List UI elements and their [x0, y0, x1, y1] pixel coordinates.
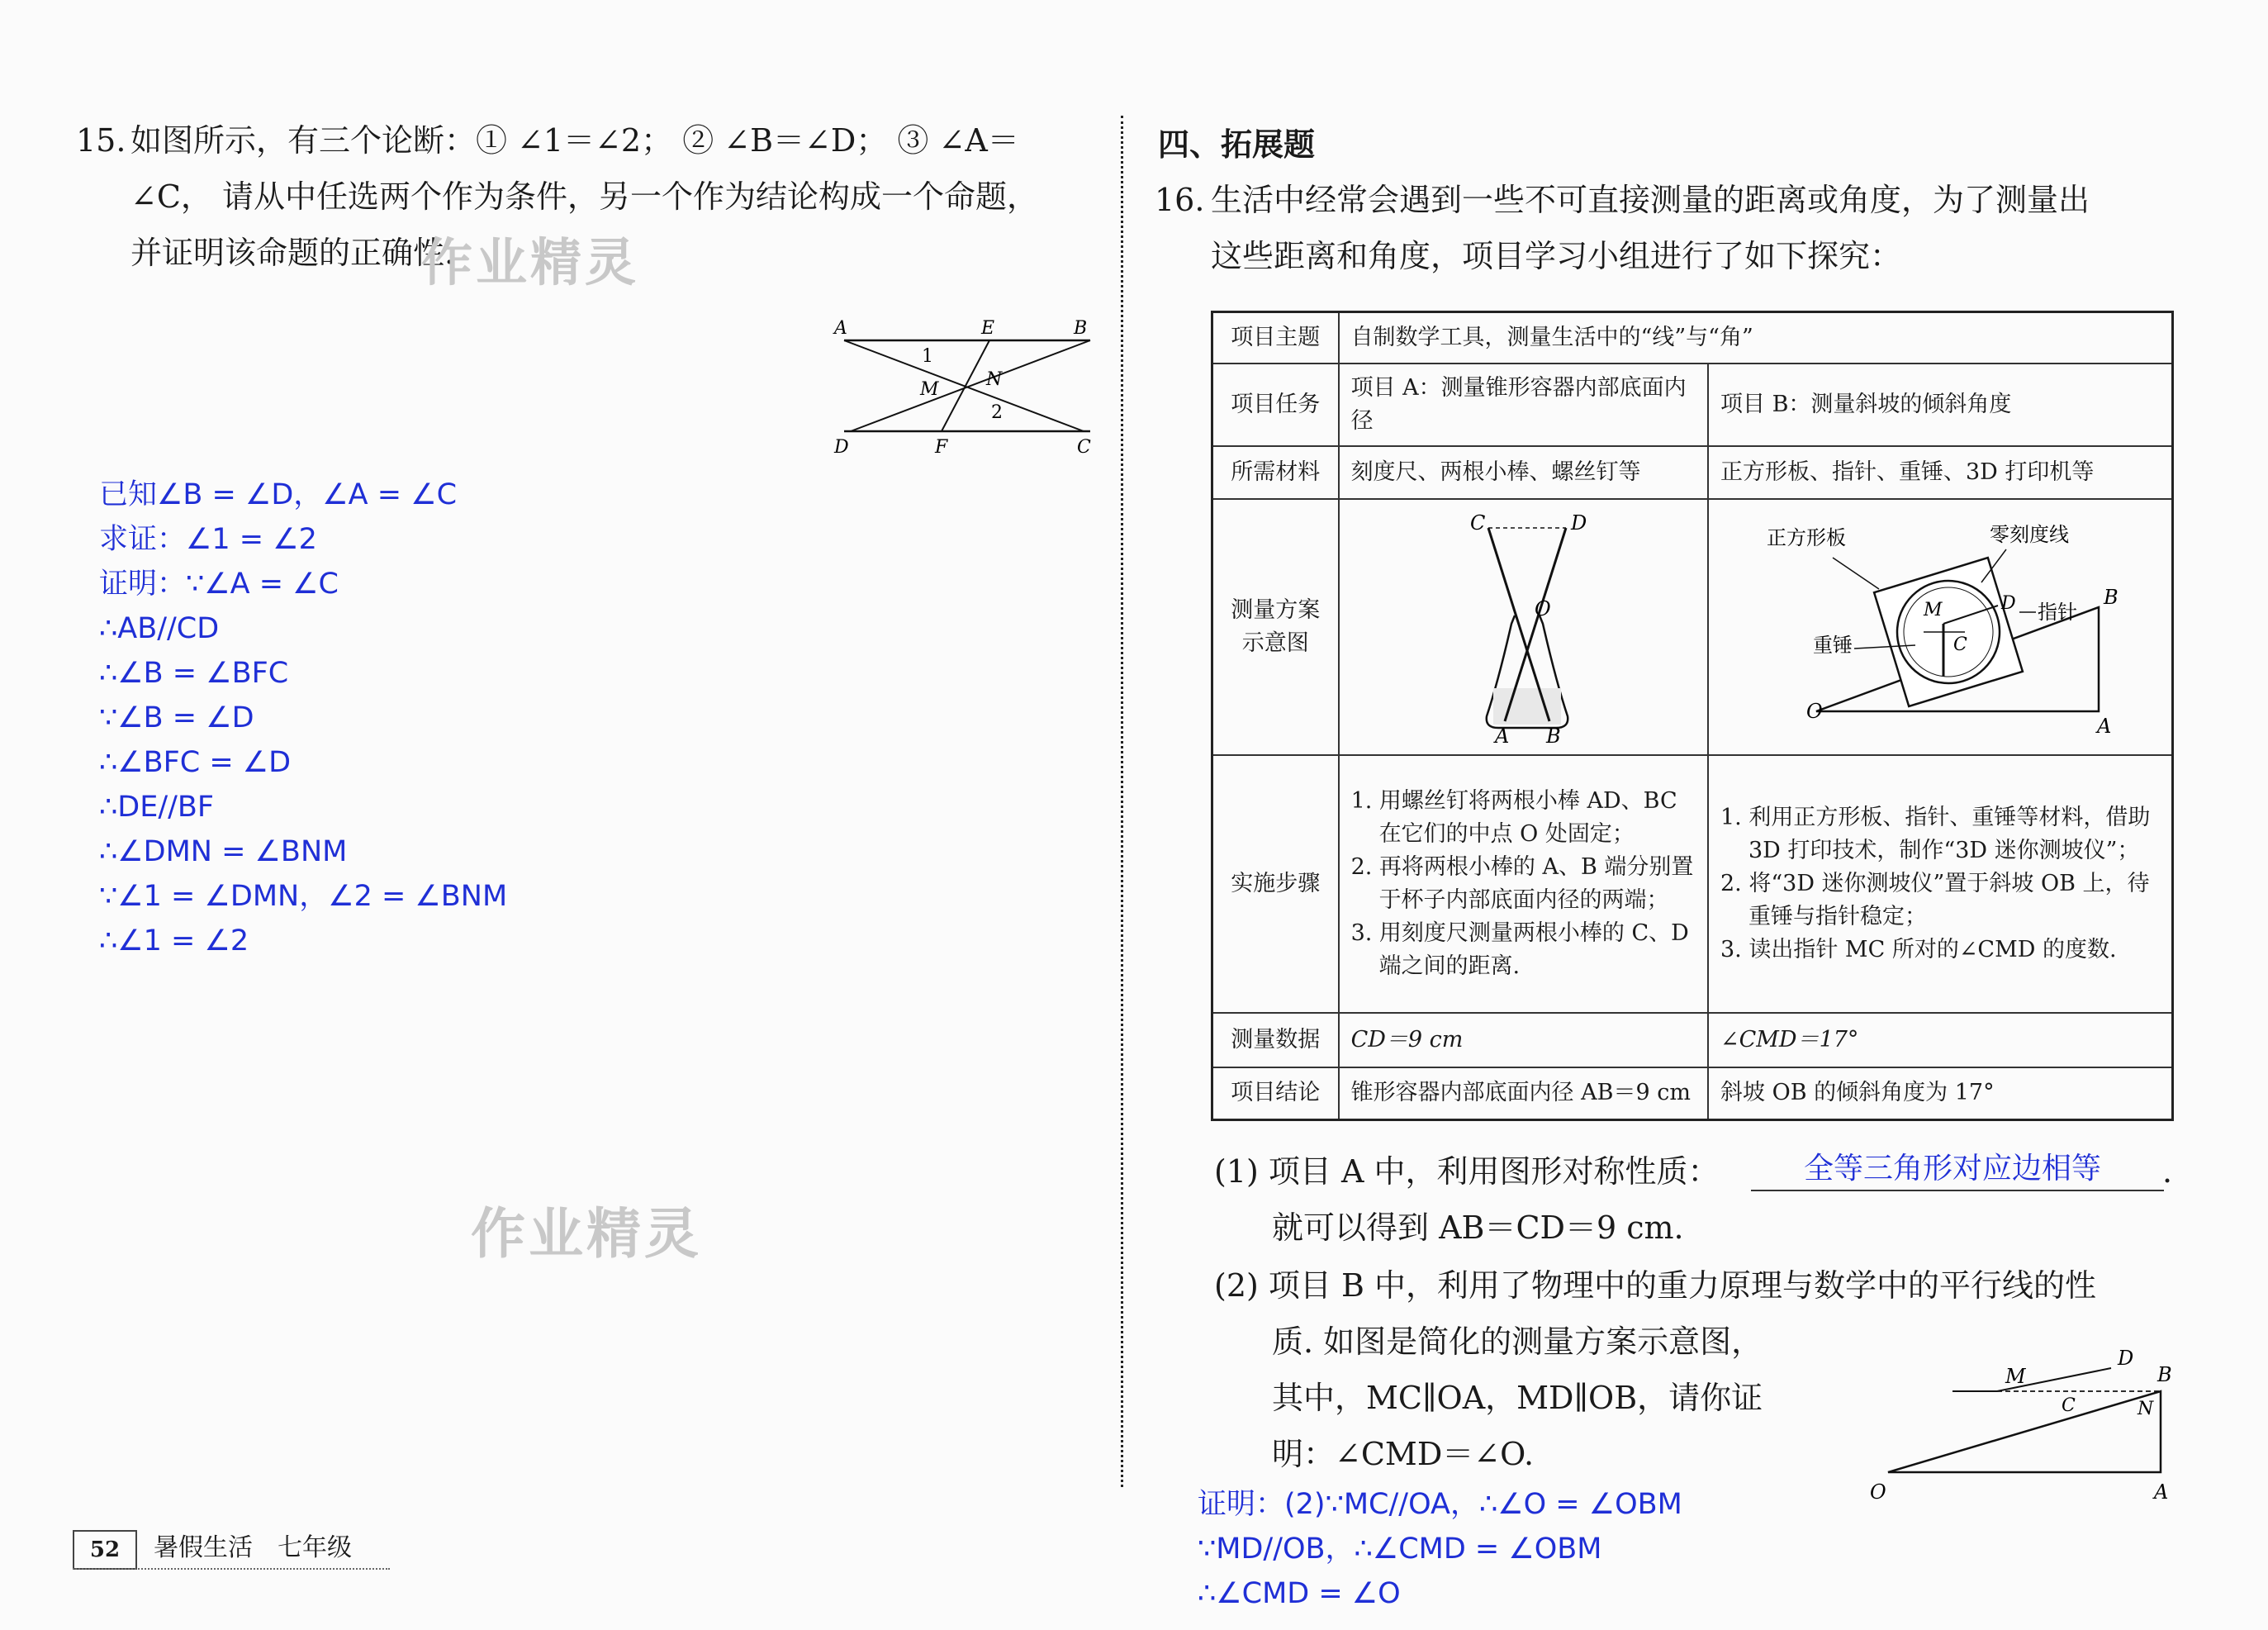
q15-parallel-figure: [826, 306, 1107, 463]
answer-line: ∴DE//BF: [99, 791, 215, 824]
sub1-answer: 全等三角形对应边相等: [1804, 1152, 2102, 1186]
page-number: 52: [73, 1530, 137, 1570]
label-B: B: [1074, 318, 1088, 339]
cell-diagram-a: [1339, 499, 1708, 755]
cell-head: 测量数据: [1212, 1013, 1339, 1067]
cell-task-b: 项目 B：测量斜坡的倾斜角度: [1708, 364, 2173, 446]
step-item: 3. 用刻度尺测量两根小棒的 C、D 端之间的距离.: [1350, 920, 1689, 979]
sub1-line2: 就可以得到 AB＝CD＝9 cm.: [1272, 1209, 1684, 1246]
cell-head: 项目任务: [1212, 364, 1339, 446]
watermark: 作业精灵: [471, 1202, 702, 1266]
answer-line: ∴∠CMD = ∠O: [1198, 1577, 1401, 1610]
project-table: [1211, 311, 2174, 1121]
sub2-line2: 质. 如图是简化的测量方案示意图，: [1272, 1323, 1763, 1360]
question-15-line3: 并证明该命题的正确性.: [130, 235, 455, 271]
footer-divider: [73, 1568, 390, 1570]
cell-head: 项目主题: [1212, 312, 1339, 364]
label-N: N: [986, 369, 1003, 390]
cell-head: 测量方案示意图: [1212, 499, 1339, 755]
cell-head: 所需材料: [1212, 446, 1339, 499]
label-O: O: [1870, 1480, 1886, 1504]
label-C: C: [1077, 437, 1091, 458]
table-row-steps: [1212, 755, 2173, 1013]
table-row-conclusion: [1212, 1067, 2173, 1120]
label-board: 正方形板: [1767, 525, 1846, 549]
table-row-theme: [1212, 312, 2173, 364]
cell-theme: 自制数学工具，测量生活中的“线”与“角”: [1339, 312, 2173, 364]
label-D: D: [2001, 592, 2016, 614]
label-B: B: [1546, 724, 1561, 744]
label-C: C: [1953, 634, 1967, 655]
label-F: F: [935, 437, 948, 458]
answer-line: 证明：(2)∵MC//OA，∴∠O = ∠OBM: [1198, 1488, 1682, 1521]
label-angle-2: 2: [991, 402, 1003, 423]
table-row-task: [1212, 364, 2173, 446]
label-A: A: [2154, 1480, 2169, 1504]
label-M: M: [1924, 599, 1943, 620]
answer-15: [99, 473, 507, 963]
label-D: D: [834, 437, 849, 458]
table-row-diagram: [1212, 499, 2173, 755]
table-row-data: [1212, 1013, 2173, 1067]
answer-line: 求证：∠1 = ∠2: [99, 523, 317, 556]
sub1-prefix: (1) 项目 A 中，利用图形对称性质：: [1214, 1153, 1720, 1190]
book-title: 暑假生活 七年级: [154, 1533, 352, 1562]
cell-task-a: 项目 A：测量锥形容器内部底面内径: [1339, 364, 1708, 446]
label-A: A: [1495, 724, 1510, 744]
label-O: O: [1806, 699, 1823, 723]
cell-steps-b: [1708, 755, 2173, 1013]
label-N: N: [2138, 1399, 2154, 1419]
label-zero-line: 零刻度线: [1990, 522, 2069, 546]
step-item: 3. 读出指针 MC 所对的∠CMD 的度数.: [1720, 936, 2117, 962]
label-weight: 重锤: [1813, 633, 1853, 657]
step-item: 1. 用螺丝钉将两根小棒 AD、BC 在它们的中点 O 处固定；: [1350, 787, 1677, 847]
cell-material-b: 正方形板、指针、重锤、3D 打印机等: [1708, 446, 2173, 499]
answer-line: ∴∠DMN = ∠BNM: [99, 835, 348, 868]
table-row-material: [1212, 446, 2173, 499]
cell-conclusion-b: 斜坡 OB 的倾斜角度为 17°: [1708, 1067, 2173, 1120]
simplified-slope-figure: [1863, 1338, 2185, 1512]
label-D: D: [1571, 511, 1587, 535]
cone-container-diagram: [1358, 500, 1688, 744]
question-15-line1: 如图所示，有三个论断：① ∠1＝∠2； ② ∠B＝∠D； ③ ∠A＝: [130, 122, 1019, 159]
label-pointer: 指针: [2038, 600, 2077, 624]
column-divider: [1121, 116, 1123, 1487]
label-angle-1: 1: [922, 346, 933, 367]
answer-line: ∵MD//OB，∴∠CMD = ∠OBM: [1198, 1533, 1602, 1566]
label-M: M: [920, 379, 939, 400]
sub2-line4: 明：∠CMD＝∠O.: [1272, 1436, 1535, 1472]
label-D: D: [2118, 1347, 2134, 1370]
question-15-number: 15.: [76, 122, 126, 159]
label-B: B: [2104, 585, 2119, 609]
label-C: C: [2062, 1395, 2076, 1416]
step-item: 2. 再将两根小棒的 A、B 端分别置于杯子内部底面内径的两端；: [1350, 853, 1694, 913]
question-16-line2: 这些距离和角度，项目学习小组进行了如下探究：: [1211, 238, 1902, 274]
watermark: 作业精灵: [421, 232, 640, 292]
cell-head: 实施步骤: [1212, 755, 1339, 1013]
cell-steps-a: [1339, 755, 1708, 1013]
label-O: O: [1535, 596, 1551, 620]
label-A: A: [2097, 714, 2112, 738]
answer-line: 证明：∵∠A = ∠C: [99, 568, 339, 601]
step-item: 2. 将“3D 迷你测坡仪”置于斜坡 OB 上，待重锤与指针稳定；: [1720, 870, 2150, 929]
cell-data-a: CD＝9 cm: [1339, 1013, 1708, 1067]
label-B: B: [2157, 1363, 2172, 1386]
cell-data-b: ∠CMD＝17°: [1708, 1013, 2173, 1067]
label-C: C: [1470, 511, 1486, 535]
answer-line: ∴∠BFC = ∠D: [99, 746, 292, 779]
label-M: M: [2005, 1365, 2026, 1388]
cell-head: 项目结论: [1212, 1067, 1339, 1120]
answer-line: ∴∠1 = ∠2: [99, 924, 249, 958]
step-item: 1. 利用正方形板、指针、重锤等材料，借助 3D 打印技术，制作“3D 迷你测坡仪”；: [1720, 804, 2151, 863]
question-16-line1: 生活中经常会遇到一些不可直接测量的距离或角度，为了测量出: [1211, 182, 2090, 218]
cell-diagram-b: [1708, 499, 2173, 755]
answer-line: ∵∠1 = ∠DMN，∠2 = ∠BNM: [99, 880, 508, 913]
label-A: A: [834, 318, 847, 339]
label-E: E: [981, 318, 995, 339]
answer-line: ∴∠B = ∠BFC: [99, 657, 289, 690]
sub2-line3: 其中，MC∥OA，MD∥OB，请你证: [1272, 1380, 1763, 1416]
answer-line: ∴AB//CD: [99, 612, 220, 645]
question-15-line2: ∠C， 请从中任选两个作为条件，另一个作为结论构成一个命题，: [130, 178, 1038, 215]
answer-16-2: [1198, 1482, 1682, 1616]
answer-line: ∵∠B = ∠D: [99, 701, 254, 734]
answer-line: 已知∠B = ∠D，∠A = ∠C: [99, 478, 458, 511]
slope-meter-diagram: [1709, 500, 2171, 744]
question-16-number: 16.: [1155, 182, 1205, 218]
section-title: 四、拓展题: [1158, 126, 1316, 163]
sub2-line1: (2) 项目 B 中，利用了物理中的重力原理与数学中的平行线的性: [1214, 1267, 2096, 1304]
sub1-period: .: [2162, 1153, 2173, 1190]
cell-material-a: 刻度尺、两根小棒、螺丝钉等: [1339, 446, 1708, 499]
cell-conclusion-a: 锥形容器内部底面内径 AB＝9 cm: [1339, 1067, 1708, 1120]
